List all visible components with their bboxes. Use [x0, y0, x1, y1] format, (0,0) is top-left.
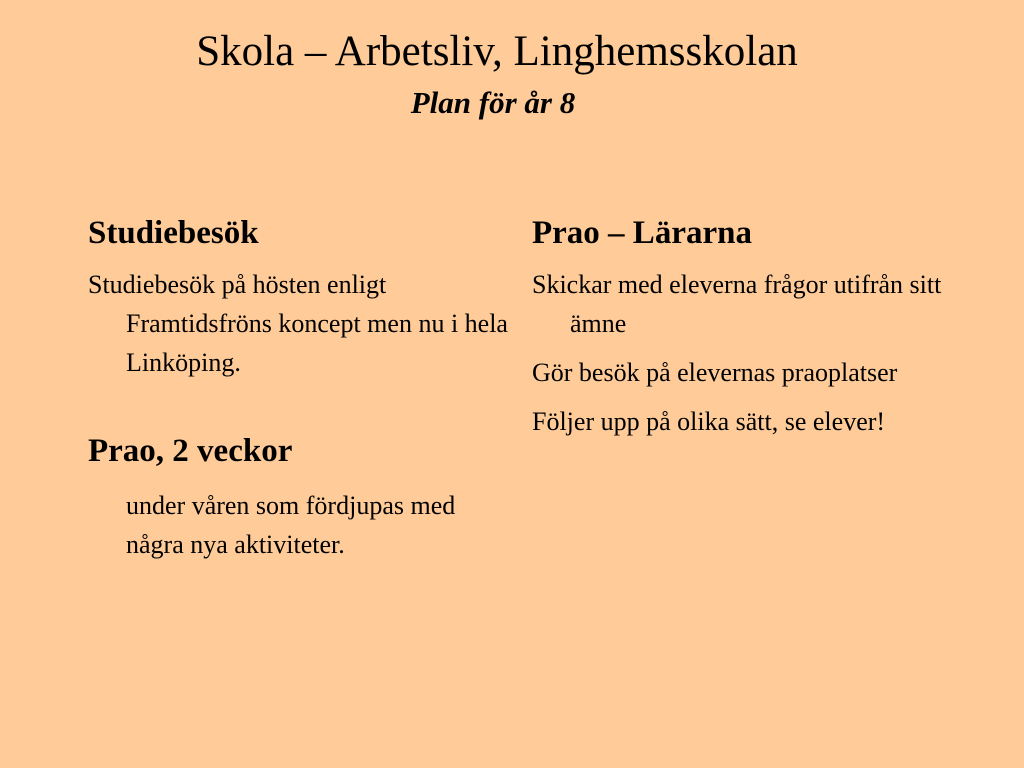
slide-subtitle: Plan för år 8 [410, 85, 576, 120]
spacer [88, 382, 508, 432]
studiebesok-text: Studiebesök på hösten enligt Framtidsfröns koncept men nu i hela Linköping. [88, 269, 508, 377]
right-list-item: Gör besök på elevernas praoplatser [532, 357, 898, 387]
left-column [88, 214, 508, 564]
prao-text: under våren som fördjupas med några nya aktiviteter. [126, 491, 456, 560]
prao-lararna-heading: Prao – Lärarna [532, 215, 752, 251]
spacer [532, 343, 972, 353]
right-column [532, 214, 972, 441]
slide-title: Skola – Arbetsliv, Linghemsskolan [196, 28, 798, 75]
spacer [532, 392, 972, 402]
studiebesok-heading: Studiebesök [88, 215, 259, 251]
right-list-item: Skickar med eleverna frågor utifrån sitt ämne [532, 269, 942, 338]
right-list-item: Följer upp på olika sätt, se elever! [532, 406, 886, 436]
prao-heading: Prao, 2 veckor [88, 432, 293, 469]
